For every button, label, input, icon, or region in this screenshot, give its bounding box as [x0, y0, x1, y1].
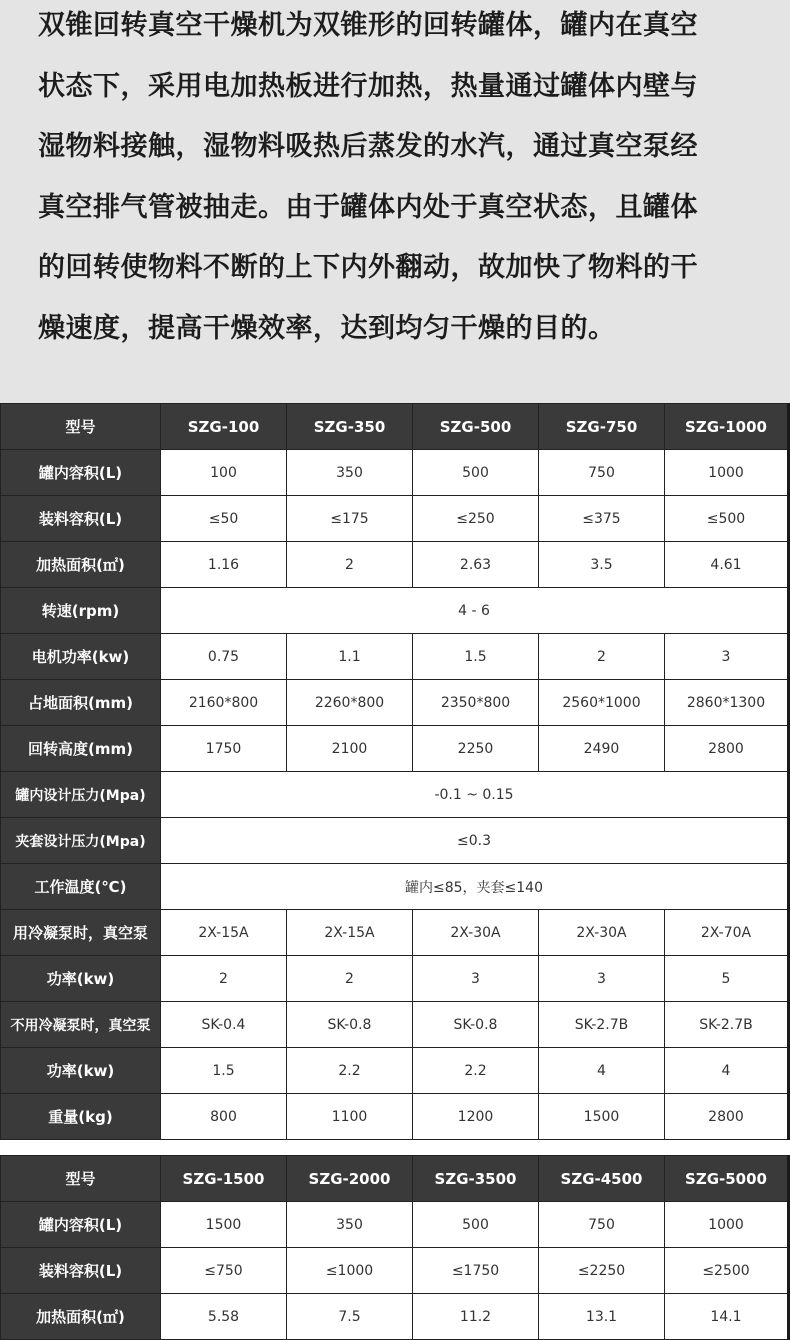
table-row: [1, 496, 789, 542]
row-label-cell: 电机功率(kw): [1, 634, 161, 680]
table-row: [1, 588, 789, 634]
value-cell: SK-0.8: [413, 1002, 539, 1048]
row-label-cell: 罐内容积(L): [1, 1202, 161, 1248]
value-cell: 800: [161, 1094, 287, 1140]
table-row: [1, 1202, 789, 1248]
value-cell: ≤500: [665, 496, 789, 542]
value-cell: 11.2: [413, 1294, 539, 1340]
table-row: [1, 956, 789, 1002]
value-cell: 3: [539, 956, 665, 1002]
model-header-cell: SZG-2000: [287, 1156, 413, 1202]
value-cell: 3: [665, 634, 789, 680]
model-header-cell: SZG-5000: [665, 1156, 789, 1202]
value-cell: 13.1: [539, 1294, 665, 1340]
merged-value-cell: ≤0.3: [161, 818, 789, 864]
intro-panel: [0, 0, 790, 403]
value-cell: 1000: [665, 1202, 789, 1248]
table-row: [1, 450, 789, 496]
row-label-cell: 工作温度(℃): [1, 864, 161, 910]
table-row: [1, 1094, 789, 1140]
value-cell: 2X-30A: [539, 910, 665, 956]
table-row: [1, 1048, 789, 1094]
value-cell: 2800: [665, 726, 789, 772]
value-cell: 2: [539, 634, 665, 680]
row-label-cell: 转速(rpm): [1, 588, 161, 634]
value-cell: 750: [539, 1202, 665, 1248]
value-cell: 3: [413, 956, 539, 1002]
value-cell: 500: [413, 1202, 539, 1248]
value-cell: SK-0.8: [287, 1002, 413, 1048]
value-cell: ≤750: [161, 1248, 287, 1294]
value-cell: 2X-15A: [161, 910, 287, 956]
model-header-cell: SZG-500: [413, 404, 539, 450]
value-cell: 2260*800: [287, 680, 413, 726]
intro-paragraph: [38, 0, 778, 359]
model-header-cell: SZG-100: [161, 404, 287, 450]
row-label-cell: 回转高度(mm): [1, 726, 161, 772]
value-cell: 500: [413, 450, 539, 496]
row-label-cell: 用冷凝泵时，真空泵: [1, 910, 161, 956]
model-header-cell: SZG-1500: [161, 1156, 287, 1202]
table-row: [1, 680, 789, 726]
value-cell: 2X-70A: [665, 910, 789, 956]
value-cell: ≤2500: [665, 1248, 789, 1294]
value-cell: 4: [665, 1048, 789, 1094]
value-cell: 1.5: [413, 634, 539, 680]
value-cell: 2490: [539, 726, 665, 772]
row-label-cell: 不用冷凝泵时，真空泵: [1, 1002, 161, 1048]
value-cell: 2800: [665, 1094, 789, 1140]
value-cell: 4: [539, 1048, 665, 1094]
merged-value-cell: 4 - 6: [161, 588, 789, 634]
intro-line: 双锥回转真空干燥机为双锥形的回转罐体，罐内在真空: [38, 10, 698, 41]
row-label-cell: 装料容积(L): [1, 1248, 161, 1294]
row-label-cell: 加热面积(㎡): [1, 542, 161, 588]
value-cell: 100: [161, 450, 287, 496]
value-cell: 2100: [287, 726, 413, 772]
value-cell: 2: [287, 542, 413, 588]
value-cell: 1500: [539, 1094, 665, 1140]
model-header-cell: SZG-4500: [539, 1156, 665, 1202]
table-row: [1, 910, 789, 956]
value-cell: 2.2: [287, 1048, 413, 1094]
value-cell: 3.5: [539, 542, 665, 588]
value-cell: ≤250: [413, 496, 539, 542]
row-label-cell: 占地面积(mm): [1, 680, 161, 726]
value-cell: ≤375: [539, 496, 665, 542]
row-label-cell: 装料容积(L): [1, 496, 161, 542]
value-cell: ≤175: [287, 496, 413, 542]
value-cell: 5: [665, 956, 789, 1002]
row-label-cell: 夹套设计压力(Mpa): [1, 818, 161, 864]
value-cell: 1000: [665, 450, 789, 496]
value-cell: 2250: [413, 726, 539, 772]
value-cell: 2X-15A: [287, 910, 413, 956]
table-row: [1, 864, 789, 910]
value-cell: 2560*1000: [539, 680, 665, 726]
row-label-cell: 罐内容积(L): [1, 450, 161, 496]
value-cell: 1.16: [161, 542, 287, 588]
value-cell: 2: [287, 956, 413, 1002]
value-cell: 1200: [413, 1094, 539, 1140]
value-cell: 2860*1300: [665, 680, 789, 726]
merged-value-cell: -0.1 ~ 0.15: [161, 772, 789, 818]
table-row: [1, 726, 789, 772]
model-header-cell: SZG-350: [287, 404, 413, 450]
intro-line: 真空排气管被抽走。由于罐体内处于真空状态，且罐体: [38, 191, 698, 223]
intro-line: 状态下，采用电加热板进行加热，热量通过罐体内壁与: [38, 70, 698, 102]
table-row: [1, 818, 789, 864]
intro-line: 湿物料接触，湿物料吸热后蒸发的水汽，通过真空泵经: [38, 131, 698, 162]
table-row: [1, 1248, 789, 1294]
value-cell: ≤1000: [287, 1248, 413, 1294]
value-cell: 750: [539, 450, 665, 496]
value-cell: 1.1: [287, 634, 413, 680]
table-row: [1, 1294, 789, 1340]
model-header-cell: SZG-750: [539, 404, 665, 450]
row-label-cell: 功率(kw): [1, 956, 161, 1002]
table-header-row: [1, 404, 789, 450]
value-cell: 5.58: [161, 1294, 287, 1340]
model-header-cell: SZG-1000: [665, 404, 789, 450]
intro-line: 燥速度，提高干燥效率，达到均匀干燥的目的。: [38, 312, 616, 344]
value-cell: ≤1750: [413, 1248, 539, 1294]
value-cell: 2350*800: [413, 680, 539, 726]
value-cell: 0.75: [161, 634, 287, 680]
value-cell: 2.63: [413, 542, 539, 588]
header-label-cell: 型号: [1, 1156, 161, 1202]
table-row: [1, 634, 789, 680]
value-cell: 1100: [287, 1094, 413, 1140]
value-cell: 2160*800: [161, 680, 287, 726]
value-cell: SK-0.4: [161, 1002, 287, 1048]
row-label-cell: 罐内设计压力(Mpa): [1, 772, 161, 818]
value-cell: 4.61: [665, 542, 789, 588]
table-row: [1, 772, 789, 818]
value-cell: SK-2.7B: [665, 1002, 789, 1048]
header-label-cell: 型号: [1, 404, 161, 450]
value-cell: SK-2.7B: [539, 1002, 665, 1048]
value-cell: ≤50: [161, 496, 287, 542]
value-cell: 2: [161, 956, 287, 1002]
value-cell: 350: [287, 450, 413, 496]
row-label-cell: 重量(kg): [1, 1094, 161, 1140]
table-header-row: [1, 1156, 789, 1202]
model-header-cell: SZG-3500: [413, 1156, 539, 1202]
value-cell: 1.5: [161, 1048, 287, 1094]
merged-value-cell: 罐内≤85，夹套≤140: [161, 864, 789, 910]
value-cell: 350: [287, 1202, 413, 1248]
table-row: [1, 542, 789, 588]
value-cell: 1500: [161, 1202, 287, 1248]
spec-table-1: [0, 403, 790, 1140]
value-cell: 1750: [161, 726, 287, 772]
value-cell: 7.5: [287, 1294, 413, 1340]
spec-table-2: [0, 1155, 790, 1340]
value-cell: ≤2250: [539, 1248, 665, 1294]
intro-line: 的回转使物料不断的上下内外翻动，故加快了物料的干: [38, 252, 698, 283]
value-cell: 2X-30A: [413, 910, 539, 956]
value-cell: 2.2: [413, 1048, 539, 1094]
row-label-cell: 加热面积(㎡): [1, 1294, 161, 1340]
value-cell: 14.1: [665, 1294, 789, 1340]
table-row: [1, 1002, 789, 1048]
row-label-cell: 功率(kw): [1, 1048, 161, 1094]
